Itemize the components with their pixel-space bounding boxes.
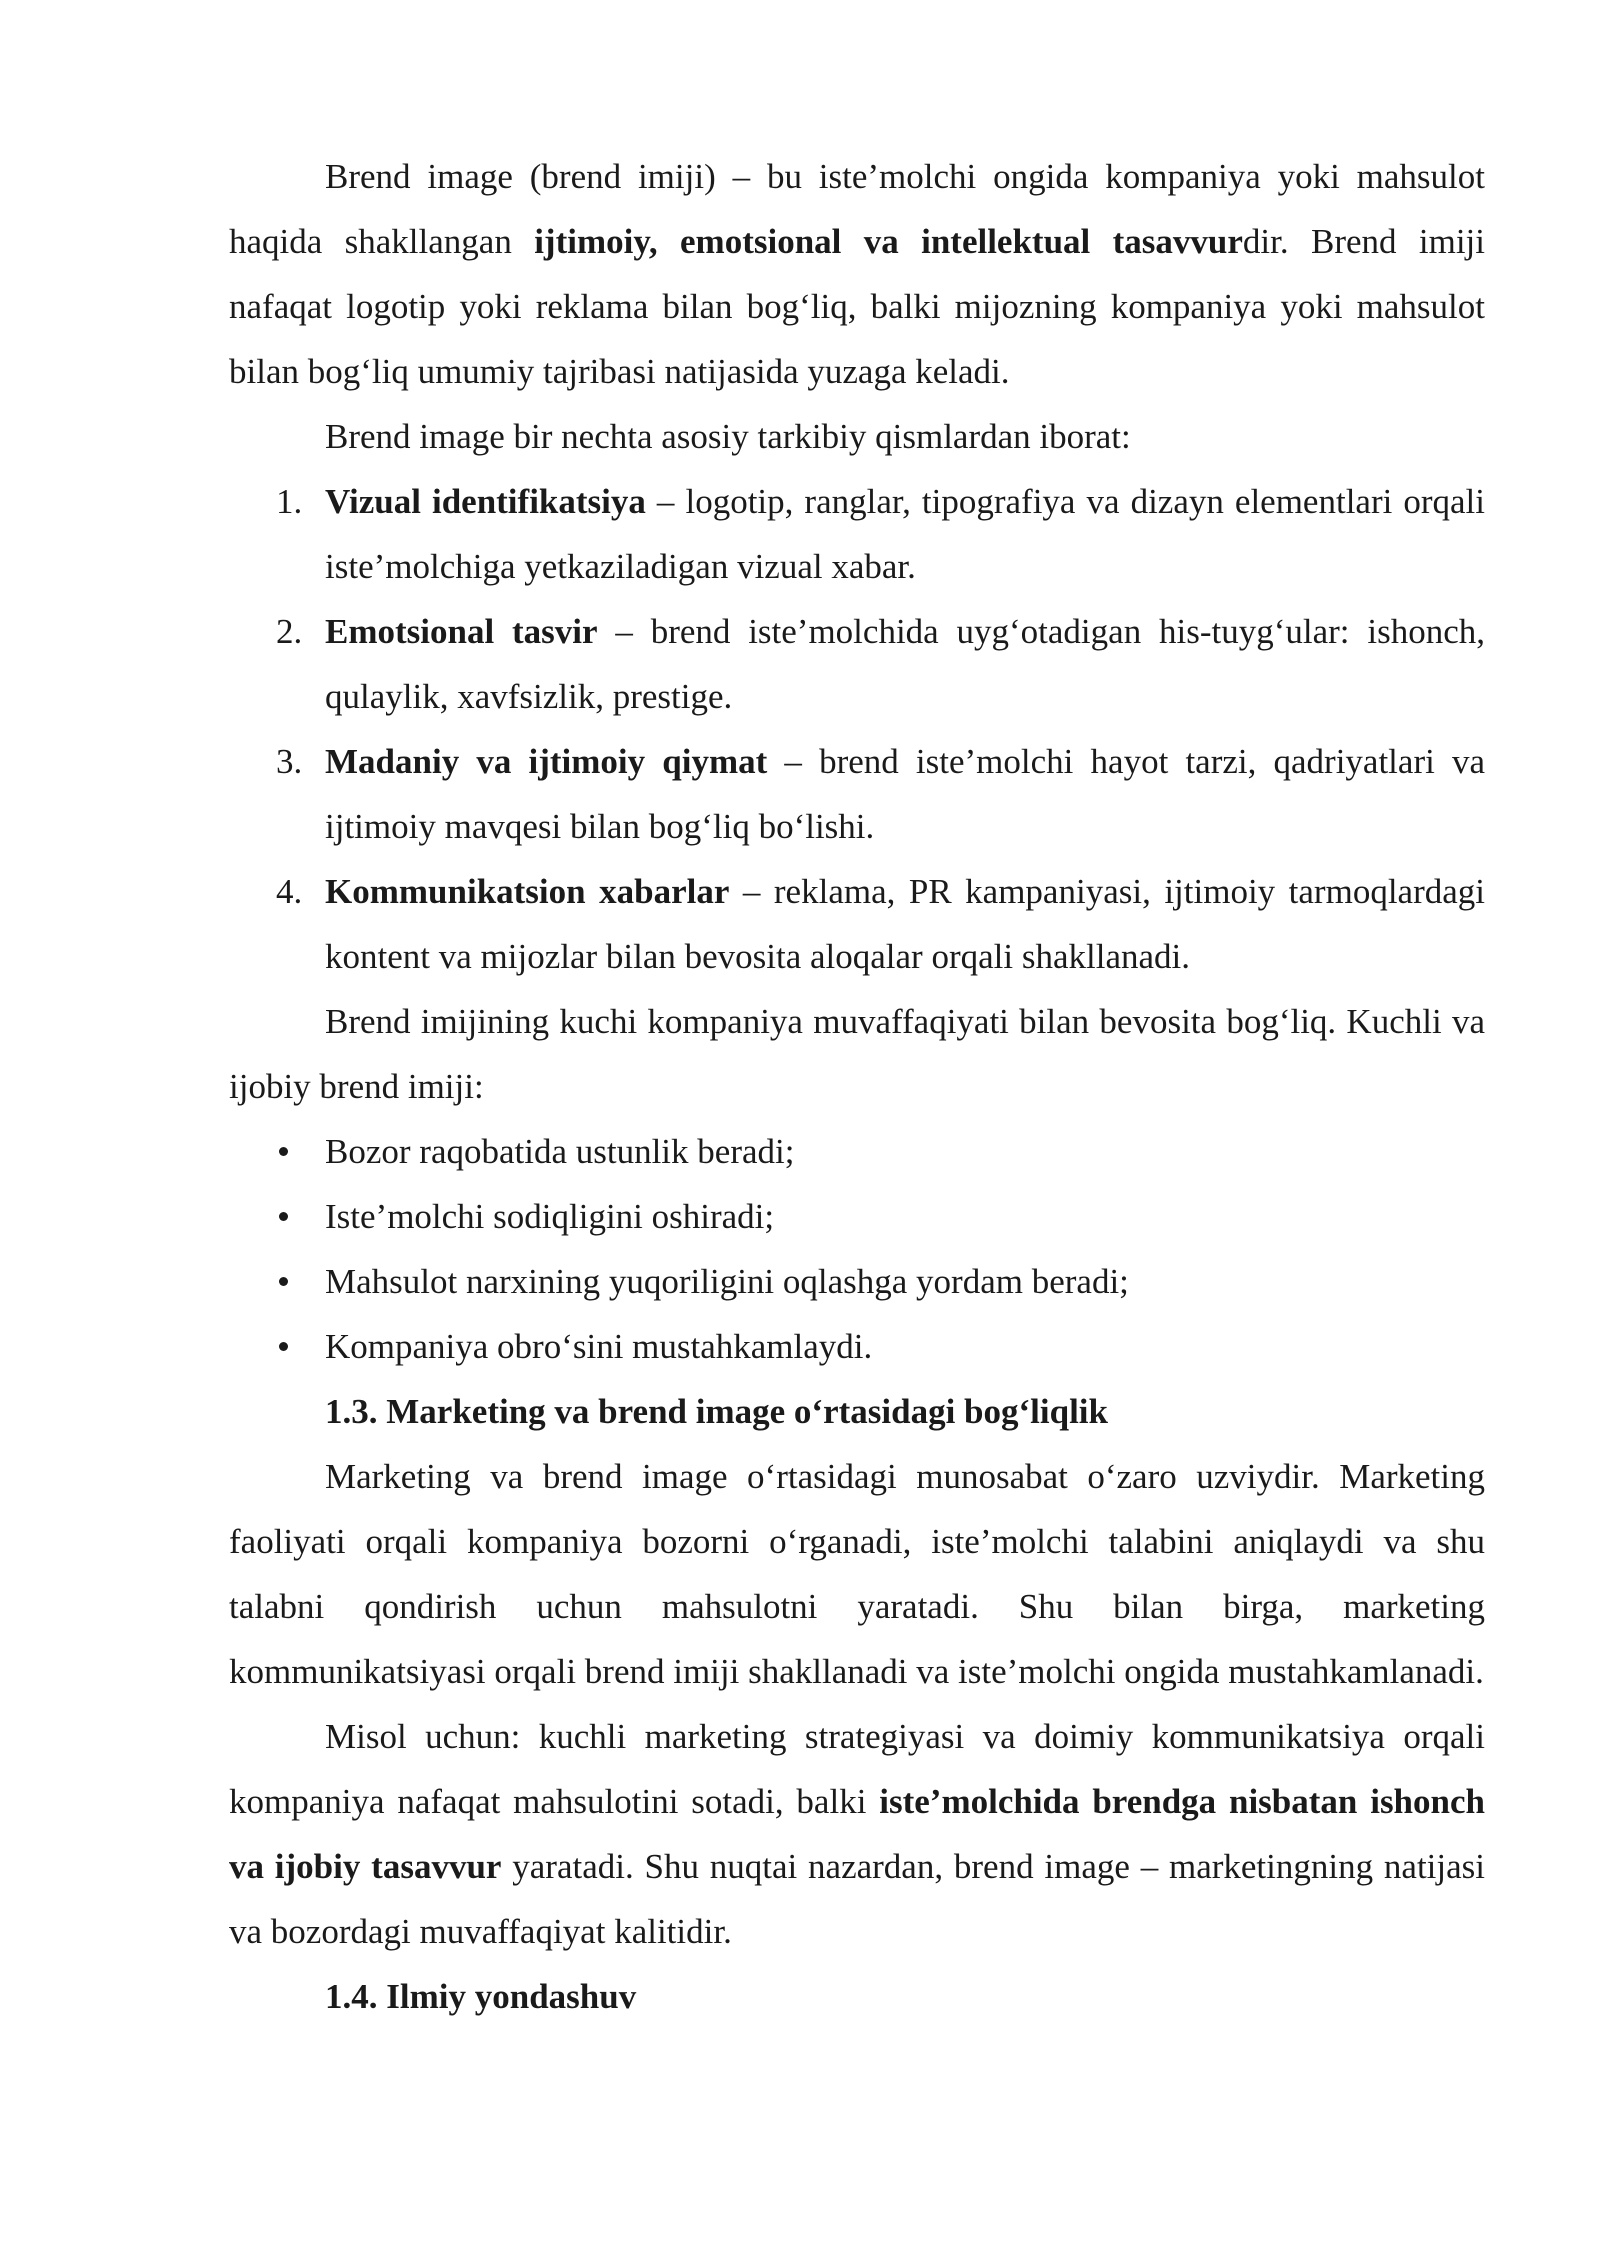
list-number: 2. (276, 612, 303, 651)
components-intro: Brend image bir nechta asosiy tarkibiy qismlardan iborat: (325, 417, 1131, 456)
bullet-item (229, 1314, 1485, 1379)
bullet-text: Mahsulot narxining yuqoriligini oqlashga yordam beradi; (325, 1262, 1129, 1301)
intro-paragraph (229, 144, 1485, 404)
list-item-title: Kommunikatsion xabarlar (325, 872, 730, 911)
section-1-3-paragraph-1: Marketing va brend image o‘rtasidagi munosabat o‘zaro uzviydir. Marketing faoliyati orqali kompaniya bozorni o‘rganadi, iste’molchi talabini aniqlaydi va shu talabni qondirish uchun mahsulotni yaratadi. Shu bilan birga, marketing kommunikatsiyasi orqali brend imiji shakllanadi va iste’molchi ongida mustahkamlanadi. (229, 1457, 1485, 1691)
section-heading-1-4: 1.4. Ilmiy yondashuv (325, 1977, 637, 2016)
bullet-icon (279, 1342, 288, 1351)
list-item (229, 729, 1485, 859)
section-1-3-paragraph-2 (229, 1704, 1485, 1964)
para2-bold-phrase: iste’molchida brendga nisbatan ishonch va ijobiy tasavvur (229, 1782, 1485, 1886)
strength-paragraph: Brend imijining kuchi kompaniya muvaffaqiyati bilan bevosita bog‘liq. Kuchli va ijobiy brend imiji: (229, 1002, 1485, 1106)
bullet-item (229, 1119, 1485, 1184)
intro-tail: dir. Brend imiji nafaqat logotip yoki reklama bilan bog‘liq, balki mijozning kompaniya yoki mahsulot bilan bog‘liq umumiy tajribasi natijasida yuzaga keladi. (229, 222, 1485, 391)
document-page (229, 144, 1485, 2029)
list-number: 3. (276, 742, 303, 781)
list-item (229, 469, 1485, 599)
list-number: 1. (276, 482, 303, 521)
benefits-list (229, 1119, 1485, 1379)
list-item-text: – reklama, PR kampaniyasi, ijtimoiy tarmoqlardagi kontent va mijozlar bilan bevosita aloqalar orqali shakllanadi. (325, 872, 1485, 976)
para2-tail: yaratadi. Shu nuqtai nazardan, brend image – marketingning natijasi va bozordagi muvaffaqiyat kalitidir. (229, 1847, 1485, 1951)
list-item (229, 859, 1485, 989)
bullet-text: Iste’molchi sodiqligini oshiradi; (325, 1197, 775, 1236)
list-item-title: Vizual identifikatsiya (325, 482, 646, 521)
components-list (229, 469, 1485, 989)
intro-bold-phrase: ijtimoiy, emotsional va intellektual tasavvur (534, 222, 1243, 261)
intro-lead: Brend image (brend imiji) – bu iste’molchi ongida kompaniya yoki mahsulot haqida shakllangan (229, 157, 1485, 261)
section-heading-1-3: 1.3. Marketing va brend image o‘rtasidagi bog‘liqlik (325, 1392, 1108, 1431)
bullet-text: Kompaniya obro‘sini mustahkamlaydi. (325, 1327, 873, 1366)
bullet-icon (279, 1212, 288, 1221)
list-item-title: Emotsional tasvir (325, 612, 598, 651)
bullet-item (229, 1184, 1485, 1249)
list-item-title: Madaniy va ijtimoiy qiymat (325, 742, 768, 781)
para2-lead: Misol uchun: kuchli marketing strategiyasi va doimiy kommunikatsiya orqali kompaniya nafaqat mahsulotini sotadi, balki (229, 1717, 1485, 1821)
list-item-text: – brend iste’molchida uyg‘otadigan his-tuyg‘ular: ishonch, qulaylik, xavfsizlik, prestige. (325, 612, 1485, 716)
list-item (229, 599, 1485, 729)
bullet-icon (279, 1147, 288, 1156)
list-number: 4. (276, 872, 303, 911)
list-item-text: – logotip, ranglar, tipografiya va dizayn elementlari orqali iste’molchiga yetkaziladigan vizual xabar. (325, 482, 1486, 586)
list-item-text: – brend iste’molchi hayot tarzi, qadriyatlari va ijtimoiy mavqesi bilan bog‘liq bo‘lishi. (325, 742, 1486, 846)
bullet-text: Bozor raqobatida ustunlik beradi; (325, 1132, 795, 1171)
bullet-item (229, 1249, 1485, 1314)
bullet-icon (279, 1277, 288, 1286)
